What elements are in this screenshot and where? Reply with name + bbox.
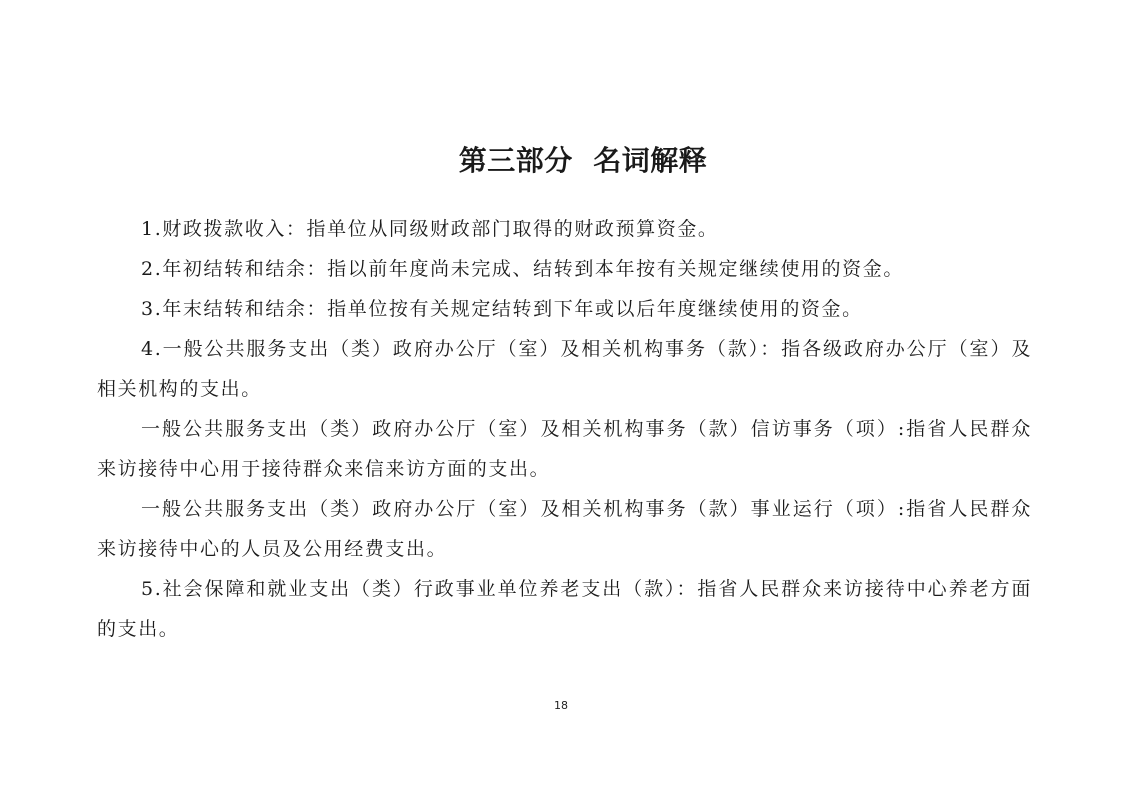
glossary-item-1: 1.财政拨款收入：指单位从同级财政部门取得的财政预算资金。 bbox=[141, 218, 719, 240]
page-title: 第三部分 名词解释 bbox=[458, 143, 708, 177]
page-number: 18 bbox=[554, 699, 568, 712]
glossary-item-2: 2.年初结转和结余：指以前年度尚未完成、结转到本年按有关规定继续使用的资金。 bbox=[141, 258, 904, 280]
glossary-item-4-sub-1: 一般公共服务支出（类）政府办公厅（室）及相关机构事务（款）信访事务（项）:指省人民群众来访接待中心用于接待群众来信来访方面的支出。 bbox=[97, 418, 1032, 480]
glossary-body bbox=[97, 209, 1032, 649]
glossary-item-5: 5.社会保障和就业支出（类）行政事业单位养老支出（款）：指省人民群众来访接待中心养老方面的支出。 bbox=[97, 578, 1032, 640]
glossary-item-3: 3.年末结转和结余：指单位按有关规定结转到下年或以后年度继续使用的资金。 bbox=[141, 298, 863, 320]
glossary-item-4: 4.一般公共服务支出（类）政府办公厅（室）及相关机构事务（款）：指各级政府办公厅（室）及相关机构的支出。 bbox=[97, 338, 1032, 400]
glossary-item-4-sub-2: 一般公共服务支出（类）政府办公厅（室）及相关机构事务（款）事业运行（项）:指省人民群众来访接待中心的人员及公用经费支出。 bbox=[97, 498, 1032, 560]
